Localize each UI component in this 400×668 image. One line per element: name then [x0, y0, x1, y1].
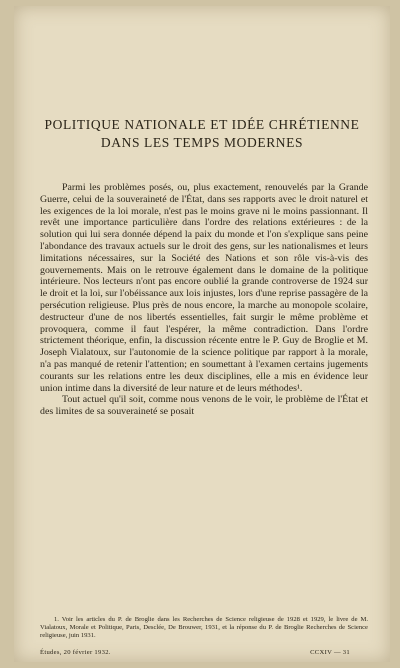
footnote: 1. Voir les articles du P. de Broglie dans les Recherches de Science religieuse de 1928 et 1929, le livre de M. Vialatoux, Morale et Politique, Paris, Desclée, De Brouwer, 1931, et la réponse du P. de Broglie Recherches de Science religieuse, juin 1931. [40, 616, 368, 639]
paragraph-1: Parmi les problèmes posés, ou, plus exactement, renouvelés par la Grande Guerre, celui de la souveraineté de l'État, dans ses rapports avec le droit naturel et les exigences de la loi morale, n'est pas le moins grave ni le moins passionnant. Il revêt une importance particulière dans l'ordre des relations extérieures : de la solution qui lui sera donnée dépend la paix du monde et l'on s'explique sans peine l'abondance des travaux actuels sur le droit des gens, sur les nationalismes et leurs limitations nécessaires, sur la Société des Nations et son rôle vis-à-vis des gouvernements. Mais on le retrouve également dans le domaine de la politique intérieure. Nos lecteurs n'ont pas encore oublié la grande controverse de 1924 sur le droit et la loi, sur l'obéissance aux lois injustes, lors d'une reprise passagère de la persécution religieuse. Plus près de nous encore, la marche au monopole scolaire, destructeur d'une de nos libertés essentielles, fait surgir le même problème et provoquera, comme il faut l'espérer, la même contradiction. Dans l'ordre strictement théorique, enfin, la discussion récente entre le P. Guy de Broglie et M. Joseph Vialatoux, sur l'autonomie de la science politique par rapport à la morale, n'a pas manqué de retenir l'attention; en soumettant à l'examen certains jugements courants sur les relations entre les deux disciplines, elle a mis en évidence leur union intime dans la diversité de leur nature et de leurs méthodes¹. [40, 182, 368, 394]
document-page [14, 6, 390, 662]
paragraph-2: Tout actuel qu'il soit, comme nous venons de le voir, le problème de l'État et des limites de sa souveraineté se posait [40, 394, 368, 418]
article-title-line2: DANS LES TEMPS MODERNES [100, 135, 304, 150]
article-title-line1: POLITIQUE NATIONALE ET IDÉE CHRÉTIENNE [44, 117, 360, 132]
footer-signature: CCXIV — 31 [310, 649, 350, 656]
footer-date: Études, 20 février 1932. [40, 649, 111, 656]
article-body [40, 182, 368, 418]
